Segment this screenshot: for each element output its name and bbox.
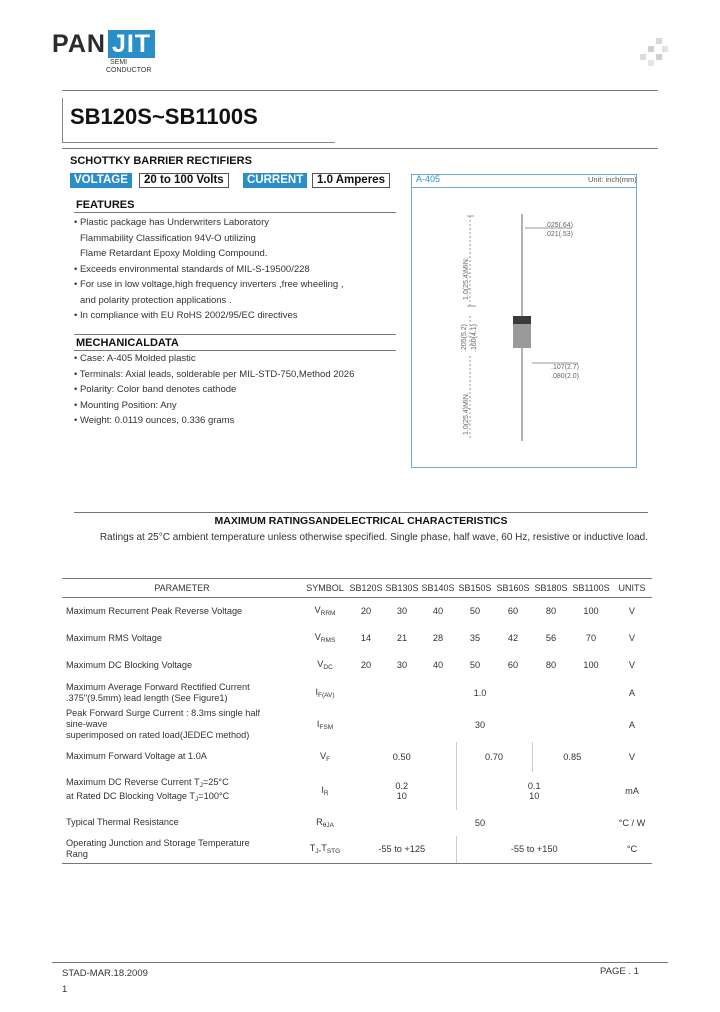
col-sb1100s: SB1100S [570, 579, 612, 598]
value-cell: 0.50 [392, 751, 411, 762]
feature-line: Flammability Classification 94V-O utilizing [80, 232, 256, 244]
feature-line: and polarity protection applications . [80, 294, 232, 306]
param-cell: Maximum Average Forward Rectified Current .375"(9.5mm) lead length (See Figure1) [66, 682, 250, 703]
value-cell: 80 [545, 660, 557, 670]
unit-cell: V [628, 660, 636, 670]
value-cell: -55 to +150 [456, 836, 612, 864]
table-row [62, 742, 652, 772]
footer-date-block [62, 966, 148, 998]
value-cell: 50 [474, 817, 486, 828]
ratings-table [62, 578, 652, 864]
value-cell: 42 [507, 633, 519, 643]
logo-sub-line2: CONDUCTOR [106, 67, 152, 74]
feature-line: • Exceeds environmental standards of MIL-S-19500/228 [74, 263, 310, 275]
col-sb160s: SB160S [494, 579, 532, 598]
col-sb130s: SB130S [384, 579, 420, 598]
unit-cell: V [628, 633, 636, 643]
param-cell: Maximum Forward Voltage at 1.0A [66, 751, 207, 761]
value-cell: 28 [432, 633, 444, 643]
value-cell: 100 [583, 606, 599, 617]
value-cell: 100 [583, 660, 599, 670]
param-cell: Maximum RMS Voltage [66, 632, 162, 643]
value-cell: 80 [545, 606, 557, 617]
col-units: UNITS [612, 579, 652, 598]
symbol-cell: $V_{DC}$ [317, 659, 333, 671]
value-cell: 0.85 [532, 742, 612, 772]
page-number: PAGE . 1 [600, 966, 639, 977]
mechanical-line: • Polarity: Color band denotes cathode [74, 384, 237, 395]
value-cell: 20 [360, 606, 372, 617]
table-row [62, 625, 652, 652]
value-cell: 35 [469, 633, 481, 643]
value-cell: 30 [396, 660, 408, 670]
voltage-label: VOLTAGE [70, 173, 132, 188]
unit-cell: A [628, 719, 636, 730]
header-rule [62, 90, 658, 91]
col-symbol: SYMBOL [302, 579, 348, 598]
symbol-cell: $I_{F(AV)}$ [315, 687, 335, 699]
value-cell: 14 [360, 633, 372, 643]
value-cell: 50 [469, 606, 481, 617]
decorative-squares-icon [640, 38, 668, 66]
mechanical-line: • Mounting Position: Any [74, 399, 177, 411]
footer-rule [52, 962, 668, 963]
footer-index: 1 [62, 984, 68, 995]
value-cell: 60 [507, 606, 519, 617]
title-rule [62, 148, 658, 149]
brand-logo [52, 30, 155, 75]
symbol-cell: $I_{FSM}$ [316, 718, 334, 731]
col-parameter: PARAMETER [62, 579, 302, 598]
diode-outline-icon [412, 188, 636, 467]
ratings-title: MAXIMUM RATINGSANDELECTRICAL CHARACTERISTICS [214, 515, 508, 527]
value-cell: 40 [432, 660, 444, 670]
param-cell: Maximum Recurrent Peak Reverse Voltage [66, 605, 243, 616]
param-cell: Typical Thermal Resistance [66, 817, 179, 827]
unit-cell: °C / W [618, 817, 646, 828]
table-header-row [62, 579, 652, 598]
col-sb150s: SB150S [456, 579, 494, 598]
symbol-cell: $V_{RMS}$ [314, 632, 336, 644]
value-cell: 50 [469, 660, 481, 670]
dim-body-diameter: .107(2.7) [551, 364, 580, 371]
features-heading: FEATURES [76, 199, 135, 211]
mechanical-line: • Terminals: Axial leads, solderable per MIL-STD-750,Method 2026 [74, 368, 355, 380]
value-cell: 0.2 10 [395, 780, 409, 801]
symbol-cell: $I_R$ [321, 784, 329, 797]
value-cell: 60 [507, 660, 519, 670]
col-sb140s: SB140S [420, 579, 456, 598]
value-cell: 70 [585, 633, 597, 643]
value-cell: 30 [474, 719, 486, 730]
dim-body-diameter-min: .080(2.0) [551, 373, 580, 380]
voltage-value: 20 to 100 Volts [139, 173, 229, 188]
param-cell: Operating Junction and Storage Temperature Rang [62, 836, 302, 864]
package-diagram [411, 187, 637, 468]
dim-lead-diameter: .025(.64) [545, 222, 574, 229]
mechanical-line: • Weight: 0.0119 ounces, 0.336 grams [74, 415, 235, 426]
dim-length-bottom: 1.0(25.4)MIN. [463, 392, 470, 435]
table-row [62, 708, 652, 742]
ratings-note: Ratings at 25°C ambient temperature unless otherwise specified. Single phase, half wave, 60 Hz, resistive or inductive load. [99, 532, 648, 543]
table-row [62, 679, 652, 708]
value-cell: 21 [396, 633, 408, 643]
feature-line: • For use in low voltage,high frequency inverters ,free wheeling , [74, 279, 344, 290]
unit-cell: A [628, 688, 636, 698]
dim-length-top: 1.0(25.4)MIN. [463, 257, 470, 300]
mechanical-rule-top [74, 334, 396, 335]
package-code: A-405 [416, 174, 441, 184]
features-list [74, 215, 343, 324]
col-sb120s: SB120S [348, 579, 384, 598]
col-sb180s: SB180S [532, 579, 570, 598]
features-rule [74, 212, 396, 213]
symbol-cell: $R_{\theta JA}$ [316, 816, 334, 829]
current-label: CURRENT [243, 173, 307, 188]
value-cell: 56 [545, 633, 557, 643]
value-cell: 40 [432, 606, 444, 617]
dim-lead-diameter-min: .021(.53) [545, 231, 574, 238]
unit-cell: mA [625, 785, 639, 796]
value-cell: 0.1 10 [456, 772, 612, 810]
unit-cell: V [628, 751, 636, 762]
param-cell: Peak Forward Surge Current : 8.3ms single half sine-wave superimposed on rated load(JEDEC method) [66, 708, 261, 740]
device-subtitle: SCHOTTKY BARRIER RECTIFIERS [70, 155, 252, 167]
logo-sub-line1: SEMI [110, 59, 128, 66]
value-cell: 30 [396, 606, 408, 617]
symbol-cell: $V_F$ [319, 750, 331, 763]
value-cell: 1.0 [473, 688, 487, 698]
logo-main-text: PAN [52, 30, 106, 58]
footer-date: STAD-MAR.18.2009 [62, 968, 148, 979]
unit-cell: °C [612, 836, 652, 864]
value-cell: 20 [360, 660, 372, 670]
package-unit: Unit: inch(mm) [588, 175, 637, 184]
feature-line: Flame Retardant Epoxy Molding Compound. [80, 248, 268, 259]
value-cell: -55 to +125 [348, 836, 456, 864]
value-cell: 0.70 [456, 742, 532, 772]
param-cell: Maximum DC Blocking Voltage [66, 659, 193, 670]
dim-body-length: .205(5.2) [461, 323, 468, 352]
current-value: 1.0 Amperes [312, 173, 390, 188]
mechanical-list [74, 351, 354, 429]
table-row [62, 652, 652, 679]
logo-accent-text: JIT [108, 30, 155, 58]
ratings-rule [74, 512, 648, 513]
symbol-cell: $T_J,T_{STG}$ [302, 836, 348, 864]
table-row [62, 598, 652, 625]
table-row [62, 810, 652, 836]
table-row [62, 772, 652, 810]
feature-line: • Plastic package has Underwriters Laboratory [74, 217, 270, 228]
feature-line: • In compliance with EU RoHS 2002/95/EC directives [74, 310, 298, 321]
mechanical-line: • Case: A-405 Molded plastic [74, 353, 196, 364]
unit-cell: V [628, 606, 636, 617]
table-row [62, 836, 652, 864]
param-cell: Maximum DC Reverse Current $T_J=25^\circ C$ at Rated DC Blocking Voltage $T_J=100^\circ C$ [66, 776, 230, 803]
dim-body-length-min: .160(4.1) [471, 323, 478, 352]
symbol-cell: $V_{RRM}$ [314, 605, 336, 618]
mechanical-heading: MECHANICALDATA [76, 337, 179, 349]
page-title: SB120S~SB1100S [70, 104, 258, 129]
